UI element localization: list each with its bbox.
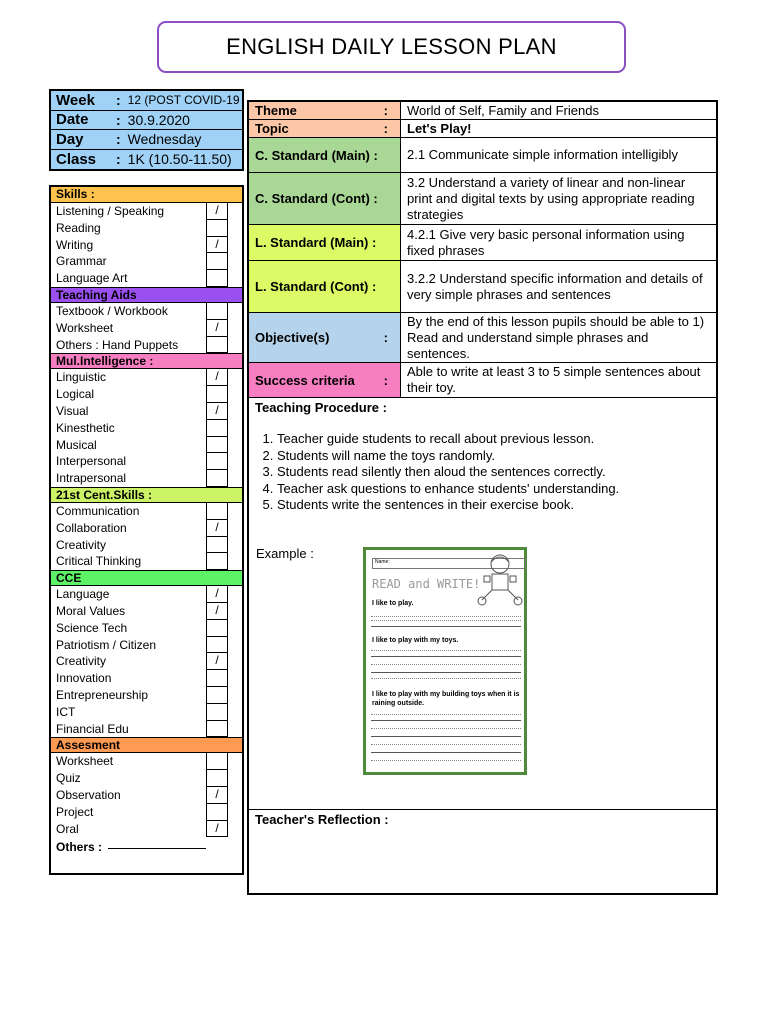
worksheet-name-field: Name: bbox=[372, 558, 526, 569]
checklist-item-label: Visual bbox=[56, 403, 89, 418]
info-value: Wednesday bbox=[127, 131, 202, 148]
checklist-item-label: Writing bbox=[56, 237, 94, 252]
worksheet-heading: READ and WRITE! bbox=[372, 577, 481, 591]
detail-key-label: Theme bbox=[255, 103, 297, 118]
checklist-item-label: Intrapersonal bbox=[56, 471, 127, 486]
checklist-checkbox[interactable] bbox=[206, 270, 228, 287]
checklist-item-label: Creativity bbox=[56, 537, 107, 552]
checklist-item-label: Collaboration bbox=[56, 520, 127, 535]
checklist-item bbox=[51, 687, 242, 704]
detail-key-label: Success criteria bbox=[255, 372, 355, 388]
checklist-checkbox[interactable]: / bbox=[206, 787, 228, 804]
checklist-item-label: Observation bbox=[56, 787, 121, 802]
checklist-item bbox=[51, 420, 242, 437]
checklist-checkbox[interactable] bbox=[206, 637, 228, 654]
worksheet-sentence: I like to play with my toys. bbox=[372, 637, 459, 644]
checklist-item-label: Critical Thinking bbox=[56, 554, 142, 569]
checklist-item-label: Communication bbox=[56, 503, 140, 518]
checklist-checkbox[interactable]: / bbox=[206, 403, 228, 420]
detail-row bbox=[249, 138, 716, 173]
checklist-item bbox=[51, 603, 242, 620]
checklist-item-label: ICT bbox=[56, 704, 76, 719]
checklist-checkbox[interactable]: / bbox=[206, 320, 228, 337]
checklist-checkbox[interactable] bbox=[206, 220, 228, 237]
checklist-checkbox[interactable]: / bbox=[206, 369, 228, 386]
checklist-item-label: Oral bbox=[56, 821, 79, 836]
checklist-checkbox[interactable] bbox=[206, 437, 228, 454]
checklist-checkbox[interactable] bbox=[206, 804, 228, 821]
checklist-checkbox[interactable] bbox=[206, 687, 228, 704]
detail-key bbox=[249, 225, 401, 260]
detail-key-label: Objective(s) bbox=[255, 330, 330, 345]
checklist-checkbox[interactable] bbox=[206, 453, 228, 470]
checklist-item-label: Others : Hand Puppets bbox=[56, 337, 179, 352]
checklist-checkbox[interactable]: / bbox=[206, 653, 228, 670]
checklist-item bbox=[51, 220, 242, 237]
checklist-item-label: Language Art bbox=[56, 271, 128, 286]
info-key: Week bbox=[56, 91, 95, 109]
checklist-item bbox=[51, 553, 242, 570]
checklist-item bbox=[51, 503, 242, 520]
checklist-item bbox=[51, 821, 242, 838]
checklist-item bbox=[51, 520, 242, 537]
checklist-item bbox=[51, 253, 242, 270]
checklist-checkbox[interactable]: / bbox=[206, 603, 228, 620]
boy-with-toys-illustration bbox=[474, 550, 526, 608]
info-key: Class bbox=[56, 150, 97, 168]
lesson-info-box bbox=[49, 89, 244, 171]
checklist-checkbox[interactable] bbox=[206, 303, 228, 320]
info-row-date bbox=[51, 111, 242, 131]
detail-row bbox=[249, 173, 716, 225]
checklist-item-label: Language bbox=[56, 587, 110, 602]
checklist-checkbox[interactable]: / bbox=[206, 520, 228, 537]
detail-value: 4.2.1 Give very basic personal information using fixed phrases bbox=[407, 226, 685, 258]
checklist-item bbox=[51, 753, 242, 770]
checklist-item bbox=[51, 303, 242, 320]
checklist-checkbox[interactable] bbox=[206, 503, 228, 520]
checklist-checkbox[interactable] bbox=[206, 753, 228, 770]
checklist-item bbox=[51, 770, 242, 787]
section-heading: 21st Cent.Skills : bbox=[51, 487, 242, 503]
checklist-item bbox=[51, 320, 242, 337]
checklist-item bbox=[51, 437, 242, 454]
checklist-item bbox=[51, 637, 242, 654]
procedure-step: 4. Teacher ask questions to enhance students' understanding. bbox=[277, 481, 710, 498]
checklist-item-label: Kinesthetic bbox=[56, 420, 115, 435]
checklist-item bbox=[51, 270, 242, 287]
section-heading: Teaching Aids bbox=[51, 287, 242, 303]
checklist-checkbox[interactable] bbox=[206, 386, 228, 403]
checklist-item bbox=[51, 337, 242, 354]
checklist-checkbox[interactable]: / bbox=[206, 237, 228, 254]
others-label: Others : bbox=[56, 840, 103, 855]
checklist-item bbox=[51, 620, 242, 637]
detail-key-label: L. Standard (Main) : bbox=[255, 235, 377, 250]
checklist-checkbox[interactable] bbox=[206, 770, 228, 787]
detail-value: Let's Play! bbox=[407, 120, 472, 136]
detail-key bbox=[249, 102, 401, 119]
checklist-item bbox=[51, 537, 242, 554]
detail-row bbox=[249, 363, 716, 398]
checklist-item-label: Linguistic bbox=[56, 370, 107, 385]
checklist-checkbox[interactable] bbox=[206, 420, 228, 437]
procedure-steps bbox=[255, 431, 710, 514]
info-row-week bbox=[51, 91, 242, 111]
checklist-item bbox=[51, 804, 242, 821]
worksheet-sentence: I like to play. bbox=[372, 600, 414, 607]
checklist-item bbox=[51, 386, 242, 403]
checklist-item bbox=[51, 237, 242, 254]
info-key: Date bbox=[56, 111, 89, 129]
detail-key bbox=[249, 120, 401, 137]
checklist-checkbox[interactable] bbox=[206, 337, 228, 354]
checklist-item bbox=[51, 787, 242, 804]
worksheet-sentence: I like to play with my building toys when it is raining outside. bbox=[372, 691, 520, 707]
detail-key bbox=[249, 261, 401, 312]
teaching-procedure bbox=[249, 398, 716, 810]
checklist-item-label: Project bbox=[56, 804, 94, 819]
others-blank-line[interactable] bbox=[108, 848, 206, 849]
checklist-item bbox=[51, 721, 242, 738]
detail-key-label: C. Standard (Cont) : bbox=[255, 191, 378, 206]
info-row-class bbox=[51, 150, 242, 170]
info-separator: : bbox=[116, 111, 121, 128]
checklist-checkbox[interactable] bbox=[206, 253, 228, 270]
checklist-item-label: Musical bbox=[56, 437, 97, 452]
example-label: Example : bbox=[256, 546, 314, 561]
info-value: 30.9.2020 bbox=[127, 111, 190, 128]
detail-key-label: Topic bbox=[255, 121, 289, 136]
detail-key-label: C. Standard (Main) : bbox=[255, 147, 378, 163]
checklist-item bbox=[51, 704, 242, 721]
info-value: 12 (POST COVID-19 bbox=[127, 93, 240, 108]
checklist-item-label: Logical bbox=[56, 387, 95, 402]
checklist-item-label: Creativity bbox=[56, 654, 107, 669]
checklist-checkbox[interactable] bbox=[206, 553, 228, 570]
detail-key bbox=[249, 173, 401, 224]
checklist-item bbox=[51, 369, 242, 386]
checklist-item-label: Listening / Speaking bbox=[56, 204, 165, 218]
detail-key-colon: : bbox=[383, 103, 388, 118]
checklist-item-label: Grammar bbox=[56, 254, 107, 269]
section-heading: CCE bbox=[51, 570, 242, 586]
detail-row bbox=[249, 313, 716, 363]
info-row-day bbox=[51, 130, 242, 150]
checklist-checkbox[interactable] bbox=[206, 721, 228, 738]
detail-row bbox=[249, 120, 716, 138]
section-heading: Skills : bbox=[51, 187, 242, 203]
checklist-checkbox[interactable] bbox=[206, 537, 228, 554]
checklist-item-label: Innovation bbox=[56, 671, 112, 686]
lesson-details-table bbox=[247, 100, 718, 895]
detail-key bbox=[249, 313, 401, 362]
procedure-step: 3. Students read silently then aloud the sentences correctly. bbox=[277, 464, 710, 481]
detail-row bbox=[249, 102, 716, 120]
procedure-title: Teaching Procedure : bbox=[255, 400, 387, 415]
checklist-item bbox=[51, 670, 242, 687]
checklist-item bbox=[51, 586, 242, 603]
info-separator: : bbox=[116, 151, 121, 168]
checklist-item bbox=[51, 653, 242, 670]
checklist-item-label: Worksheet bbox=[56, 754, 114, 769]
checklist-panel bbox=[49, 185, 244, 875]
checklist-item-label: Reading bbox=[56, 220, 101, 235]
detail-key bbox=[249, 138, 401, 172]
checklist-item-label: Interpersonal bbox=[56, 454, 127, 469]
detail-value: Able to write at least 3 to 5 simple sentences about their toy. bbox=[407, 364, 701, 395]
example-worksheet-image bbox=[363, 547, 527, 775]
checklist-checkbox[interactable] bbox=[206, 704, 228, 721]
detail-value: By the end of this lesson pupils should be able to 1) Read and understand simple phrases and sentences. bbox=[407, 313, 705, 361]
checklist-item bbox=[51, 203, 242, 220]
detail-key-colon: : bbox=[383, 121, 388, 136]
checklist-item bbox=[51, 453, 242, 470]
checklist-checkbox[interactable] bbox=[206, 670, 228, 687]
checklist-item-label: Patriotism / Citizen bbox=[56, 637, 157, 652]
checklist-item-label: Science Tech bbox=[56, 620, 128, 635]
procedure-step: 1. Teacher guide students to recall about previous lesson. bbox=[277, 431, 710, 448]
detail-key-label: L. Standard (Cont) : bbox=[255, 279, 377, 294]
page-title: ENGLISH DAILY LESSON PLAN bbox=[157, 21, 626, 73]
checklist-checkbox[interactable]: / bbox=[206, 203, 228, 220]
info-value: 1K (10.50-11.50) bbox=[127, 151, 232, 168]
others-field bbox=[51, 837, 242, 857]
detail-value: 3.2 Understand a variety of linear and non-linear print and digital texts by using appropriate reading strategies bbox=[407, 174, 695, 222]
checklist-item-label: Quiz bbox=[56, 771, 81, 786]
checklist-checkbox[interactable] bbox=[206, 620, 228, 637]
detail-key bbox=[249, 363, 401, 397]
checklist-checkbox[interactable]: / bbox=[206, 821, 228, 838]
checklist-item bbox=[51, 470, 242, 487]
detail-key-colon: : bbox=[383, 330, 388, 345]
checklist-item-label: Worksheet bbox=[56, 320, 114, 335]
detail-value: 3.2.2 Understand specific information and details of very simple phrases and sentences bbox=[407, 270, 703, 302]
checklist-item-label: Financial Edu bbox=[56, 721, 129, 736]
checklist-checkbox[interactable]: / bbox=[206, 586, 228, 603]
teacher-reflection: Teacher's Reflection : bbox=[255, 812, 389, 827]
section-heading: Mul.Intelligence : bbox=[51, 353, 242, 369]
checklist-item-label: Moral Values bbox=[56, 603, 126, 618]
checklist-item-label: Textbook / Workbook bbox=[56, 303, 168, 318]
info-separator: : bbox=[116, 131, 121, 148]
detail-value: World of Self, Family and Friends bbox=[407, 102, 599, 118]
info-key: Day bbox=[56, 130, 84, 148]
checklist-item bbox=[51, 403, 242, 420]
detail-row bbox=[249, 225, 716, 261]
detail-value: 2.1 Communicate simple information intelligibly bbox=[407, 147, 678, 162]
procedure-step: 5. Students write the sentences in their exercise book. bbox=[277, 497, 710, 514]
detail-row bbox=[249, 261, 716, 313]
section-heading: Assesment bbox=[51, 737, 242, 753]
checklist-item-label: Entrepreneurship bbox=[56, 687, 149, 702]
info-separator: : bbox=[116, 92, 121, 109]
checklist-checkbox[interactable] bbox=[206, 470, 228, 487]
procedure-step: 2. Students will name the toys randomly. bbox=[277, 448, 710, 465]
detail-key-colon: : bbox=[383, 372, 388, 388]
